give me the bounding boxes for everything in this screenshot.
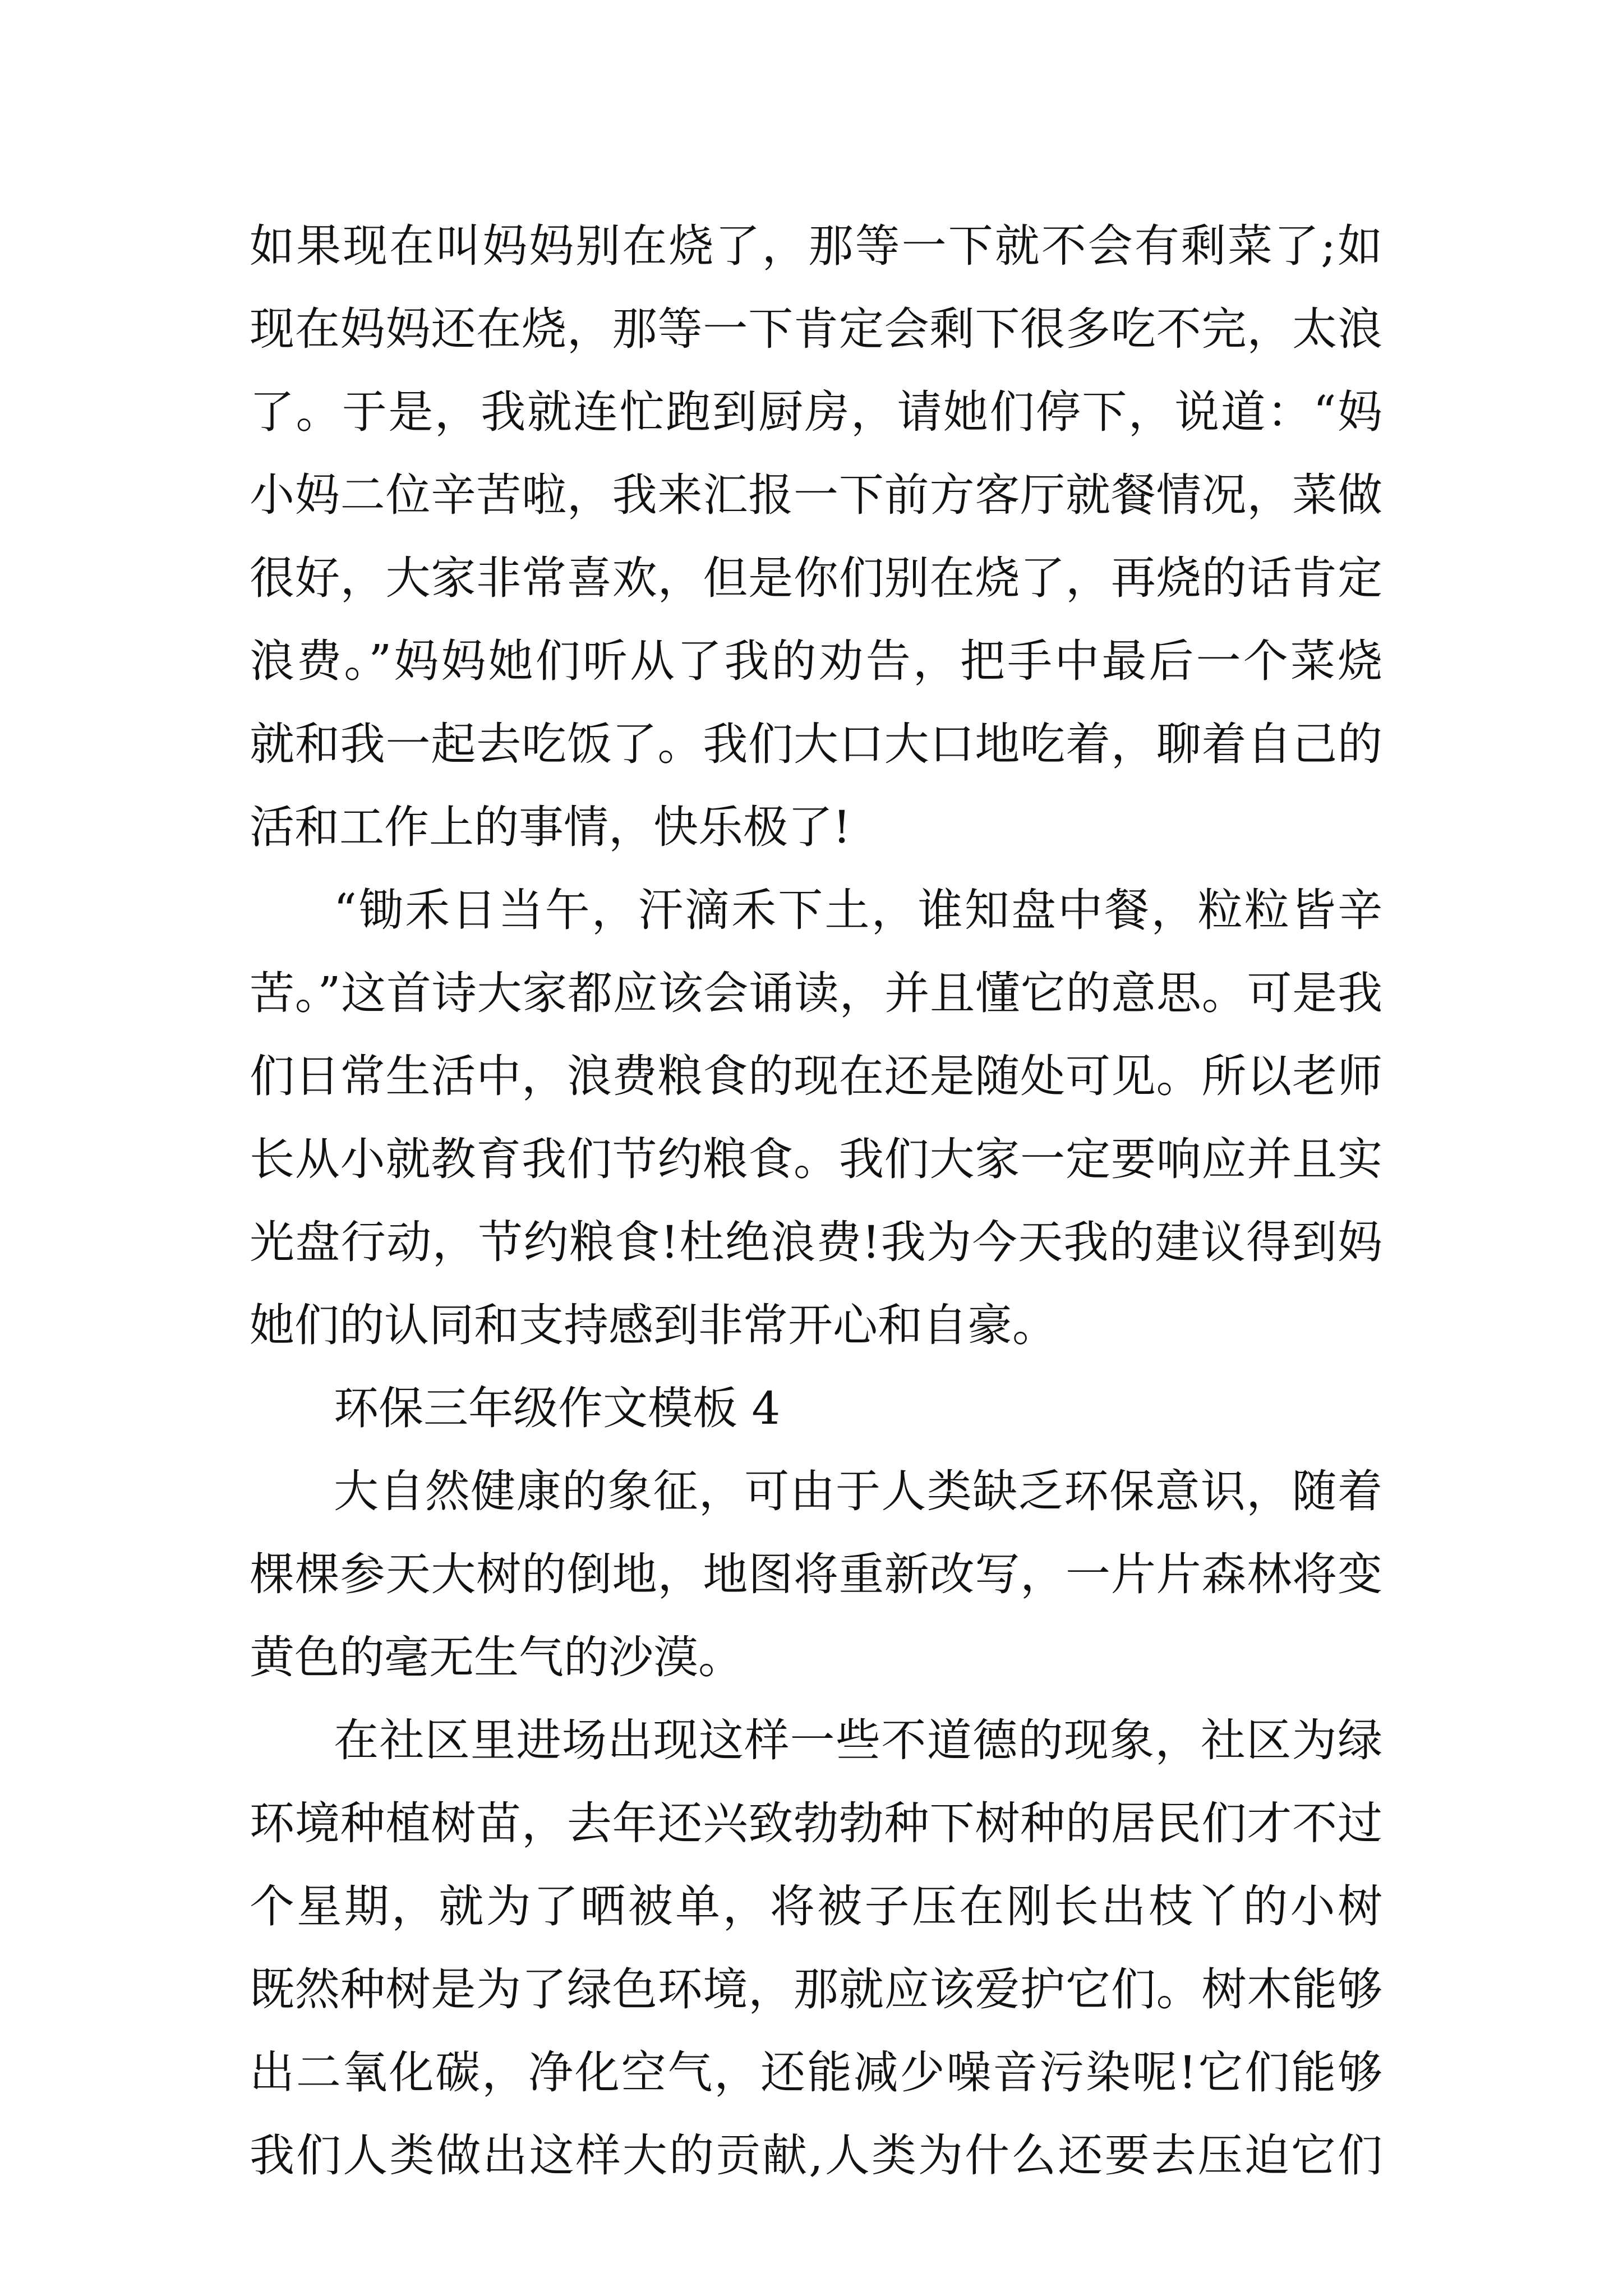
text-line: 出二氧化碳，净化空气，还能减少噪音污染呢!它们能够 xyxy=(250,2046,1382,2099)
text-line: 活和工作上的事情，快乐极了! xyxy=(250,801,851,853)
text-line: 她们的认同和支持感到非常开心和自豪。 xyxy=(250,1299,1057,1351)
text-line: 大自然健康的象征，可由于人类缺乏环保意识，随着 xyxy=(334,1465,1382,1517)
text-line: 黄色的毫无生气的沙漠。 xyxy=(250,1631,743,1683)
text-line: 浪费。”妈妈她们听从了我的劝告，把手中最后一个菜烧 xyxy=(250,635,1382,687)
text-line: 现在妈妈还在烧，那等一下肯定会剩下很多吃不完，太浪 xyxy=(250,303,1382,355)
text-line: 既然种树是为了绿色环境，那就应该爱护它们。树木能够 xyxy=(250,1963,1382,2016)
section-title: 环保三年级作文模板 4 xyxy=(334,1382,781,1434)
text-line: 环境种植树苗，去年还兴致勃勃种下树种的居民们才不过 xyxy=(250,1797,1382,1849)
text-line: “锄禾日当午，汗滴禾下土，谁知盘中餐，粒粒皆辛 xyxy=(334,884,1382,936)
text-line: 我们人类做出这样大的贡献,人类为什么还要去压迫它们 xyxy=(250,2129,1382,2182)
text-line: 小妈二位辛苦啦，我来汇报一下前方客厅就餐情况，菜做 xyxy=(250,469,1382,521)
text-line: 在社区里进场出现这样一些不道德的现象，社区为绿 xyxy=(334,1714,1382,1766)
text-line: 就和我一起去吃饭了。我们大口大口地吃着，聊着自己的 xyxy=(250,718,1382,770)
text-line: 很好，大家非常喜欢，但是你们别在烧了，再烧的话肯定 xyxy=(250,552,1382,604)
document-body xyxy=(250,205,1382,2197)
text-line: 个星期，就为了晒被单，将被子压在刚长出枝丫的小树 xyxy=(250,1880,1382,1932)
text-line: 棵棵参天大树的倒地，地图将重新改写，一片片森林将变 xyxy=(250,1548,1382,1600)
text-line: 光盘行动，节约粮食!杜绝浪费!我为今天我的建议得到妈 xyxy=(250,1216,1382,1268)
text-line: 了。于是，我就连忙跑到厨房，请她们停下，说道：“妈 xyxy=(250,386,1382,438)
text-line: 如果现在叫妈妈别在烧了，那等一下就不会有剩菜了;如 xyxy=(250,220,1382,272)
text-line: 苦。”这首诗大家都应该会诵读，并且懂它的意思。可是我 xyxy=(250,967,1382,1019)
text-line: 长从小就教育我们节约粮食。我们大家一定要响应并且实 xyxy=(250,1133,1382,1185)
text-line: 们日常生活中，浪费粮食的现在还是随处可见。所以老师 xyxy=(250,1050,1382,1102)
